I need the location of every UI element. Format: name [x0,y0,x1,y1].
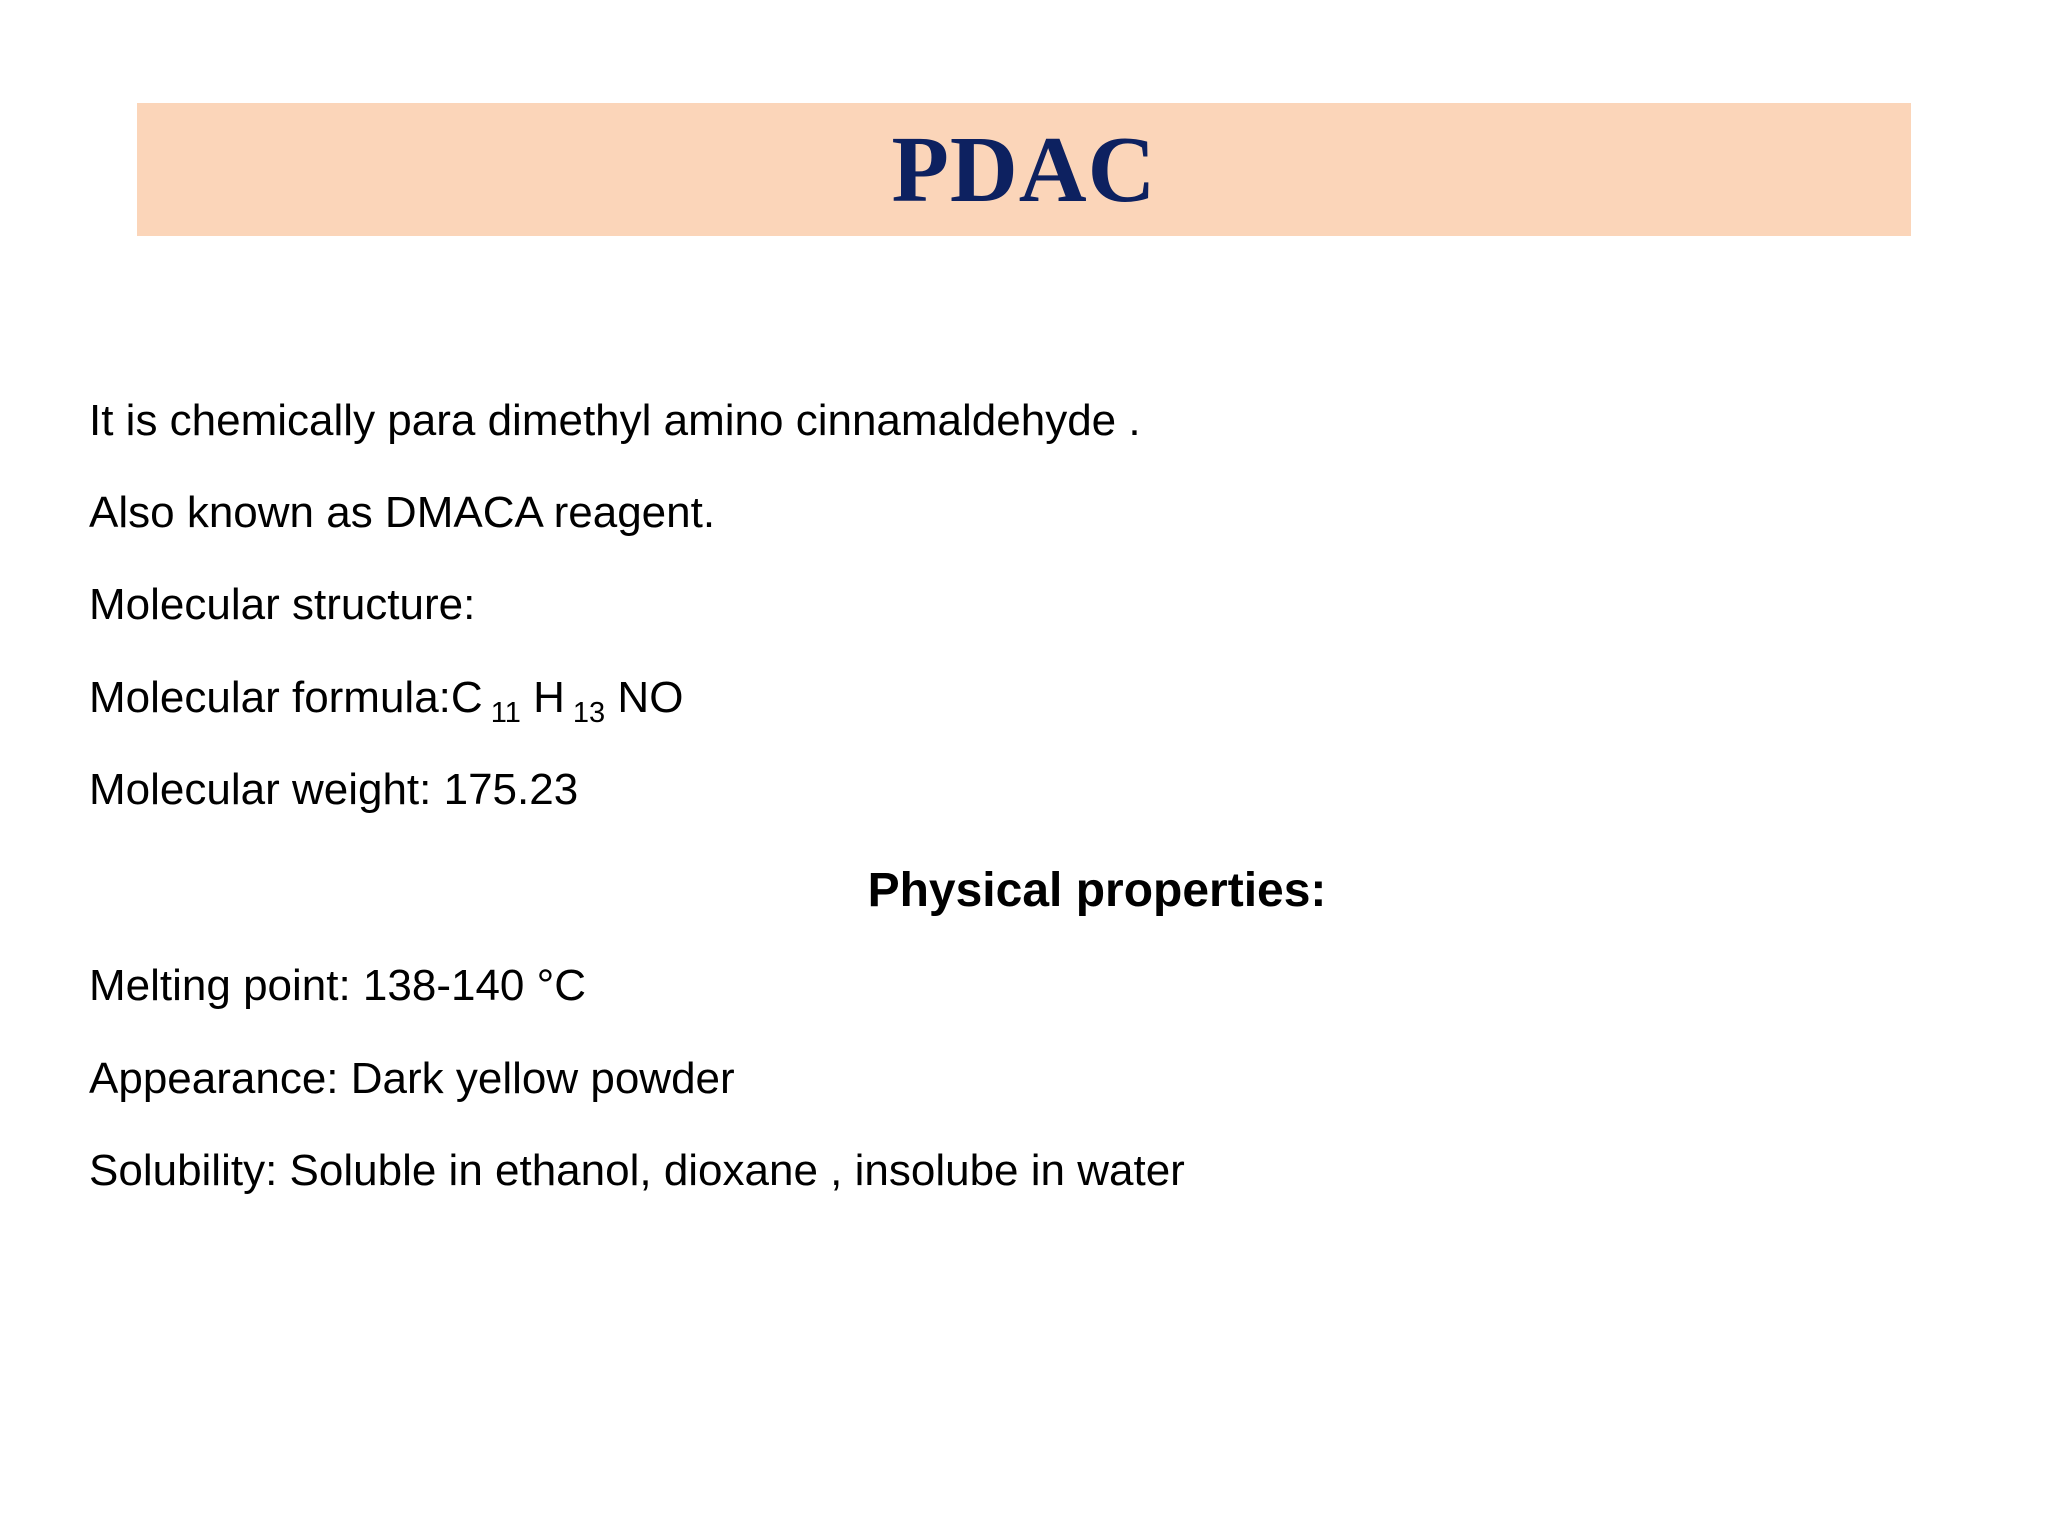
chemical-name-line: It is chemically para dimethyl amino cinnamaldehyde . [89,396,1141,445]
formula-hydrogen: H [520,673,565,722]
formula-rest: NO [605,673,684,722]
physical-properties-heading: Physical properties: [867,864,1327,917]
formula-subscript-carbon: 11 [490,697,521,729]
title-banner [137,103,1911,236]
molecular-formula-line [89,672,684,729]
melting-point-line: Melting point: 138-140 °C [89,961,586,1010]
molecular-structure-line: Molecular structure: [89,580,476,629]
also-known-as-line: Also known as DMACA reagent. [89,488,716,537]
formula-label: Molecular formula:C [89,673,483,722]
solubility-line: Solubility: Soluble in ethanol, dioxane , insolube in water [89,1146,1185,1195]
appearance-line: Appearance: Dark yellow powder [89,1054,735,1103]
molecular-weight-line: Molecular weight: 175.23 [89,765,579,814]
slide-title: PDAC [891,117,1157,222]
formula-subscript-hydrogen: 13 [572,697,606,729]
